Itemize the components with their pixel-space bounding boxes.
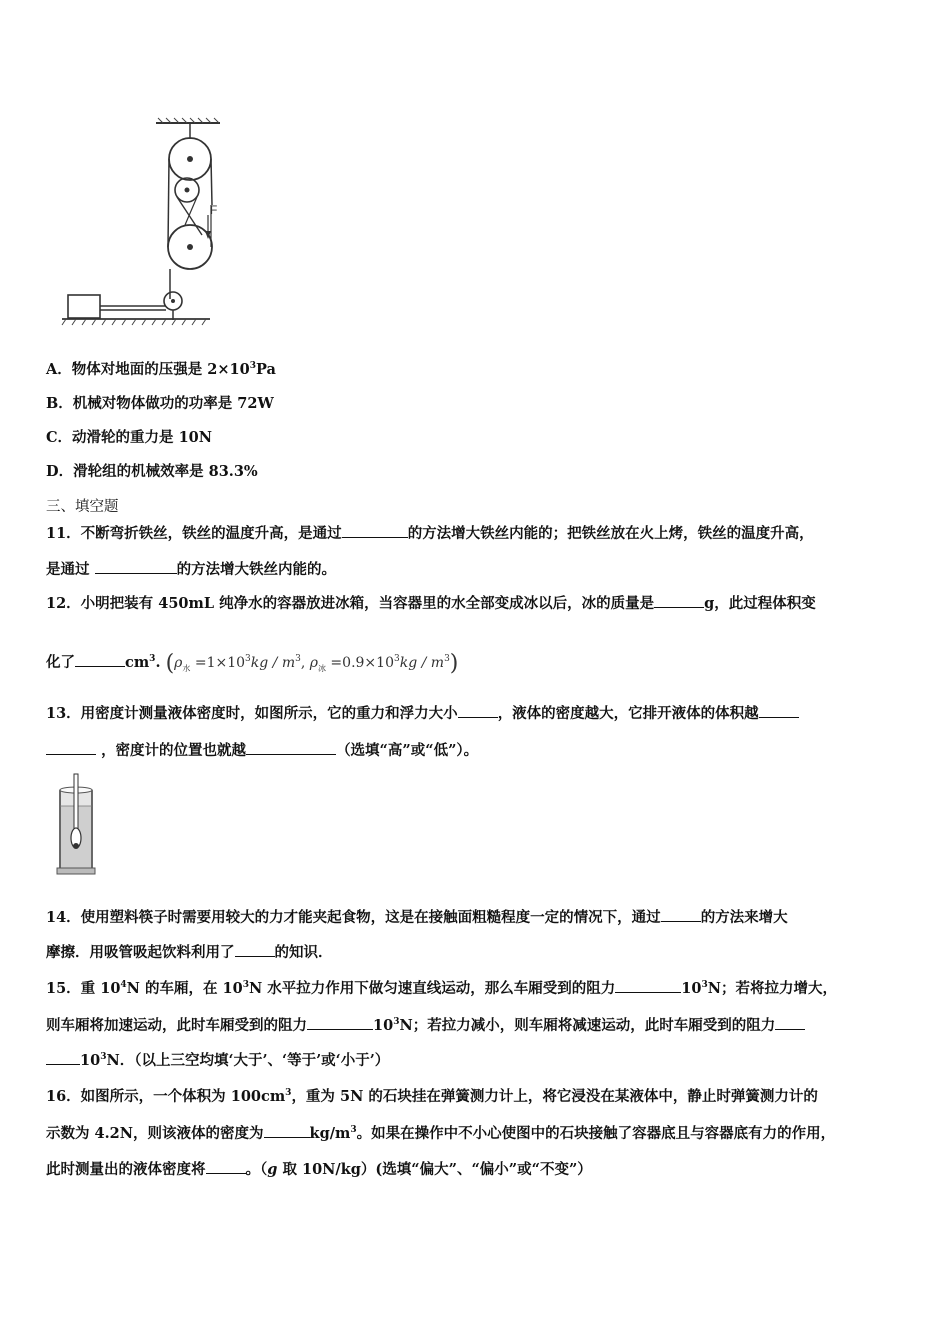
q16-g-symbol: g: [267, 1161, 278, 1178]
q16-line2: [46, 1123, 835, 1144]
q16-text-g: 取 10N/kg）(选填“偏大”、“偏小”或“不变”）: [277, 1161, 592, 1178]
water-density-value: =1×10: [190, 655, 246, 671]
q15-text-g: 10: [373, 1017, 394, 1034]
q11-blank-2[interactable]: [95, 559, 177, 574]
q14-text-d: 的知识．: [274, 944, 333, 961]
q16-exp-1: 3: [285, 1088, 292, 1098]
q16-text-a: 16．如图所示，一个体积为 100cm: [46, 1088, 286, 1105]
q14-blank-2[interactable]: [235, 942, 275, 957]
q15-line1: [46, 978, 837, 999]
q15-text-i: 10: [80, 1052, 101, 1069]
q12-text-a: 12．小明把装有 450mL 纯净水的容器放进冰箱，当容器里的水全部变成冰以后，冰的质量是: [46, 595, 655, 612]
q16-text-d: 。如果在操作中不小心使图中的石块接触了容器底且与容器底有力的作用，: [356, 1125, 836, 1142]
q15-text-c: N 水平拉力作用下做匀速直线运动，那么车厢受到的阻力: [248, 980, 616, 997]
q13-blank-2b[interactable]: [46, 740, 96, 755]
option-d: D．滑轮组的机械效率是 83.3%: [46, 463, 258, 480]
q14-text-b: 的方法来增大: [700, 909, 788, 926]
rho-water-subscript: 水: [182, 664, 191, 673]
q12-text-b: g，此过程体积变: [704, 595, 816, 612]
option-a-text: A．物体对地面的压强是 2×10: [46, 361, 250, 378]
q15-text-f: 则车厢将加速运动，此时车厢受到的阻力: [46, 1017, 307, 1034]
q13-line1: [46, 703, 799, 724]
formula-open-paren: (: [165, 651, 175, 676]
q16-blank-1[interactable]: [264, 1123, 310, 1138]
water-density-exponent: 3: [245, 654, 251, 664]
option-c: C．动滑轮的重力是 10N: [46, 429, 213, 446]
q11-blank-1[interactable]: [342, 523, 408, 538]
q12-blank-1[interactable]: [654, 593, 704, 608]
rho-water-symbol: ρ: [174, 655, 183, 671]
q15-text-b: N 的车厢，在 10: [126, 980, 243, 997]
q15-text-h: N；若拉力减小，则车厢将减速运动，此时车厢受到的阻力: [399, 1017, 776, 1034]
q15-line2: [46, 1015, 805, 1036]
water-density-unit: kg / m: [250, 655, 296, 671]
pulley-system-figure: [60, 115, 220, 330]
q12-unit: cm: [125, 654, 150, 671]
q16-line3: [46, 1159, 592, 1180]
q15-text-a: 15．重 10: [46, 980, 121, 997]
section-title: 三、填空题: [46, 499, 119, 515]
ice-density-exponent: 3: [393, 654, 400, 664]
ice-unit-exponent: 3: [444, 654, 450, 664]
density-formula: [165, 651, 459, 676]
option-a-unit: Pa: [255, 361, 276, 378]
q13-blank-1[interactable]: [458, 703, 498, 718]
q15-exp-1: 4: [120, 980, 127, 990]
q12-unit-exponent: 3: [149, 654, 156, 664]
q14-line2: [46, 942, 333, 963]
rho-ice-subscript: 冰: [317, 664, 326, 673]
ice-density-unit: kg / m: [399, 655, 445, 671]
q15-blank-3b[interactable]: [46, 1050, 80, 1065]
q13-text-a: 13．用密度计测量液体密度时，如图所示，它的重力和浮力大小: [46, 705, 458, 722]
q16-text-e: 此时测量出的液体密度将: [46, 1161, 206, 1178]
option-a-exponent: 3: [249, 361, 256, 371]
q11-line2: [46, 559, 336, 580]
q16-text-f: 。（: [245, 1161, 268, 1178]
water-unit-exponent: 3: [295, 654, 301, 664]
q11-text-c: 是通过: [46, 561, 95, 578]
q11-line1: [46, 523, 814, 544]
q15-blank-1[interactable]: [615, 978, 681, 993]
q16-blank-2[interactable]: [206, 1159, 246, 1174]
q15-text-e: N；若将拉力增大，: [707, 980, 837, 997]
q16-unit-exponent: 3: [350, 1125, 357, 1135]
q13-blank-2a[interactable]: [759, 703, 799, 718]
q13-line2: [46, 740, 478, 761]
q11-text-d: 的方法增大铁丝内能的。: [176, 561, 337, 578]
ice-density-value: =0.9×10: [325, 655, 394, 671]
q15-line3: [46, 1050, 389, 1071]
q11-text-b: 的方法增大铁丝内能的；把铁丝放在火上烤，铁丝的温度升高，: [407, 525, 814, 542]
q12-blank-2[interactable]: [75, 652, 125, 667]
q16-text-c: 示数为 4.2N，则该液体的密度为: [46, 1125, 264, 1142]
force-label: F: [210, 203, 218, 217]
q15-exp-3: 3: [701, 980, 708, 990]
q15-exp-4: 3: [393, 1017, 400, 1027]
q16-unit: kg/m: [309, 1125, 351, 1142]
q16-text-b: ，重为 5N 的石块挂在弹簧测力计上，将它浸没在某液体中，静止时弹簧测力计的: [291, 1088, 818, 1105]
q15-exp-5: 3: [100, 1052, 107, 1062]
q15-exp-2: 3: [242, 980, 249, 990]
formula-separator: ,: [300, 655, 310, 671]
q12-line2: [46, 652, 458, 674]
q13-text-d: （选填“高”或“低”）。: [336, 742, 479, 759]
q15-text-d: 10: [681, 980, 702, 997]
option-a: [46, 360, 276, 380]
q13-blank-3[interactable]: [246, 740, 336, 755]
q13-text-b: ，液体的密度越大，它排开液体的体积越: [497, 705, 759, 722]
q12-line1: [46, 593, 816, 614]
q14-text-a: 14．使用塑料筷子时需要用较大的力才能夹起食物，这是在接触面粗糙程度一定的情况下，通过: [46, 909, 661, 926]
rho-ice-symbol: ρ: [309, 655, 318, 671]
q14-blank-1[interactable]: [661, 907, 701, 922]
q16-line1: [46, 1087, 818, 1107]
q15-blank-3a[interactable]: [775, 1015, 805, 1030]
q12-period: .: [155, 654, 161, 671]
q12-text-c: 化了: [46, 654, 75, 671]
hydrometer-figure: [54, 772, 100, 878]
q15-blank-2[interactable]: [307, 1015, 373, 1030]
q11-text-a: 11．不断弯折铁丝，铁丝的温度升高，是通过: [46, 525, 342, 542]
q13-text-c: ，密度计的位置也就越: [101, 742, 247, 759]
formula-close-paren: ): [449, 651, 459, 676]
q15-text-j: N．（以上三空均填‘大于’、‘等于’或‘小于’）: [106, 1052, 390, 1069]
option-b: B．机械对物体做功的功率是 72W: [46, 395, 274, 412]
q14-line1: [46, 907, 788, 928]
q14-text-c: 摩擦．用吸管吸起饮料利用了: [46, 944, 235, 961]
